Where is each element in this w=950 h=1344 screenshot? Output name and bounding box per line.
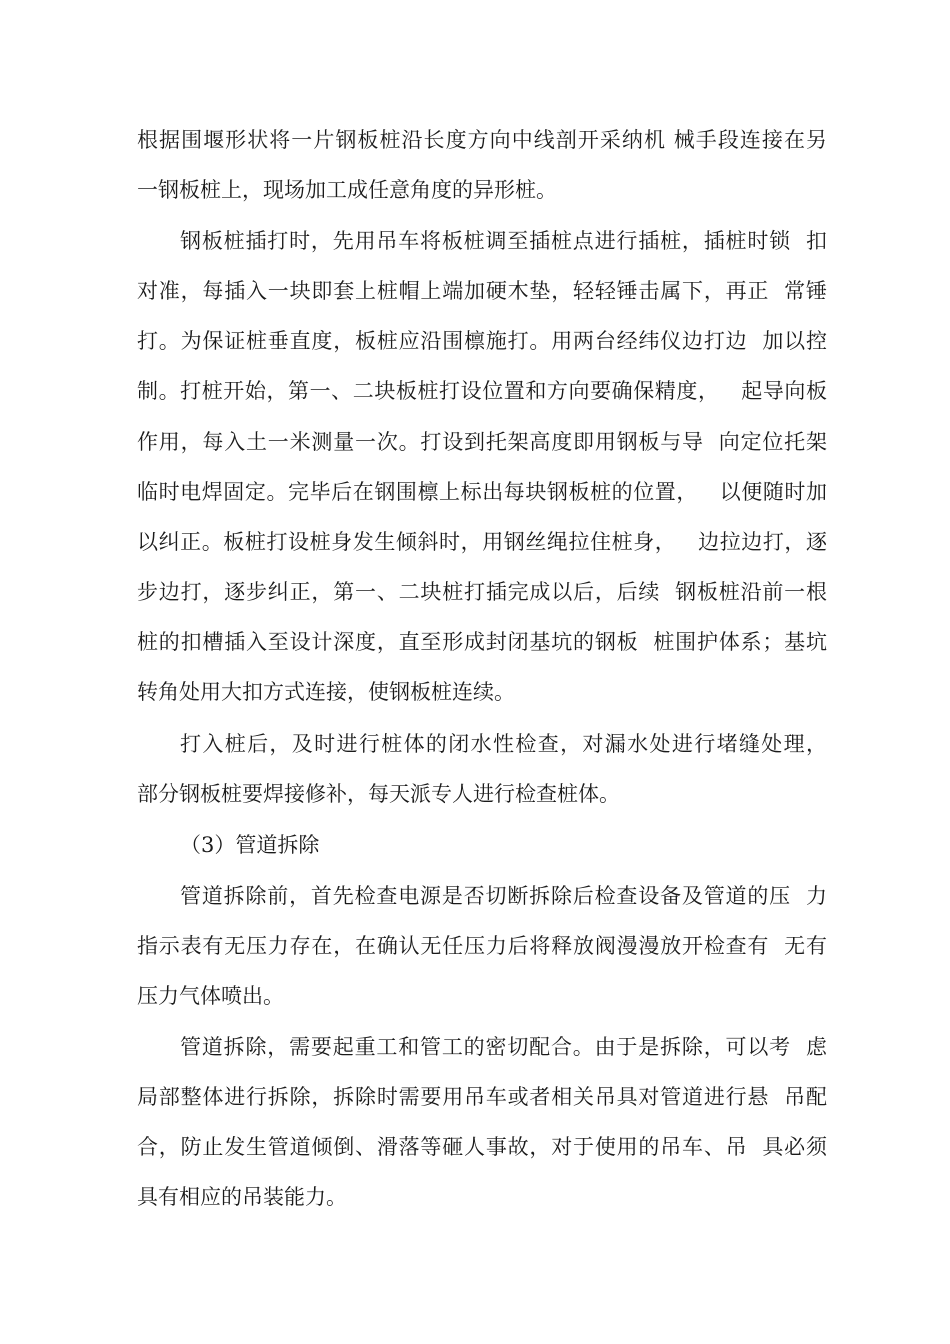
text-line: 具有相应的吊装能力。 bbox=[137, 1185, 347, 1209]
section-heading: （3）管道拆除 bbox=[180, 833, 320, 857]
text-line: 管道拆除前，首先检查电源是否切断拆除后检查设备及管道的压 力 bbox=[180, 884, 827, 908]
text-line: 对准，每插入一块即套上桩帽上端加硬木垫，轻轻锤击属下，再正 常锤 bbox=[137, 279, 827, 303]
text-line: 打。为保证桩垂直度，板桩应沿围檩施打。用两台经纬仪边打边 加以控 bbox=[137, 329, 827, 353]
text-line: 转角处用大扣方式连接，使钢板桩连续。 bbox=[137, 680, 515, 704]
text-line: 以纠正。板桩打设桩身发生倾斜时，用钢丝绳拉住桩身， 边拉边打，逐 bbox=[137, 530, 827, 554]
text-line: 指示表有无压力存在，在确认无任压力后将释放阀漫漫放开检查有 无有 bbox=[137, 934, 827, 958]
text-line: 桩的扣槽插入至设计深度，直至形成封闭基坑的钢板 桩围护体系；基坑 bbox=[137, 630, 827, 654]
text-line: 管道拆除，需要起重工和管工的密切配合。由于是拆除，可以考 虑 bbox=[180, 1035, 827, 1059]
text-line: 局部整体进行拆除，拆除时需要用吊车或者相关吊具对管道进行悬 吊配 bbox=[137, 1085, 827, 1109]
text-line: 打入桩后，及时进行桩体的闭水性检查，对漏水处进行堵缝处理， bbox=[180, 732, 827, 756]
text-line: 临时电焊固定。完毕后在钢围檩上标出每块钢板桩的位置， 以便随时加 bbox=[137, 480, 827, 504]
text-line: 步边打，逐步纠正，第一、二块桩打插完成以后，后续 钢板桩沿前一根 bbox=[137, 580, 827, 604]
text-line: 钢板桩插打时，先用吊车将板桩调至插桩点进行插桩，插桩时锁 扣 bbox=[180, 229, 827, 253]
text-line: 合，防止发生管道倾倒、滑落等砸人事故，对于使用的吊车、吊 具必须 bbox=[137, 1135, 827, 1159]
text-line: 压力气体喷出。 bbox=[137, 984, 284, 1008]
text-line: 根据围堰形状将一片钢板桩沿长度方向中线剖开采纳机 械手段连接在另 bbox=[137, 128, 827, 152]
text-line: 一钢板桩上，现场加工成任意角度的异形桩。 bbox=[137, 178, 557, 202]
text-line: 作用，每入土一米测量一次。打设到托架高度即用钢板与导 向定位托架 bbox=[137, 430, 827, 454]
text-line: 制。打桩开始，第一、二块板桩打设位置和方向要确保精度， 起导向板 bbox=[137, 379, 827, 403]
text-line: 部分钢板桩要焊接修补，每天派专人进行检查桩体。 bbox=[137, 782, 620, 806]
